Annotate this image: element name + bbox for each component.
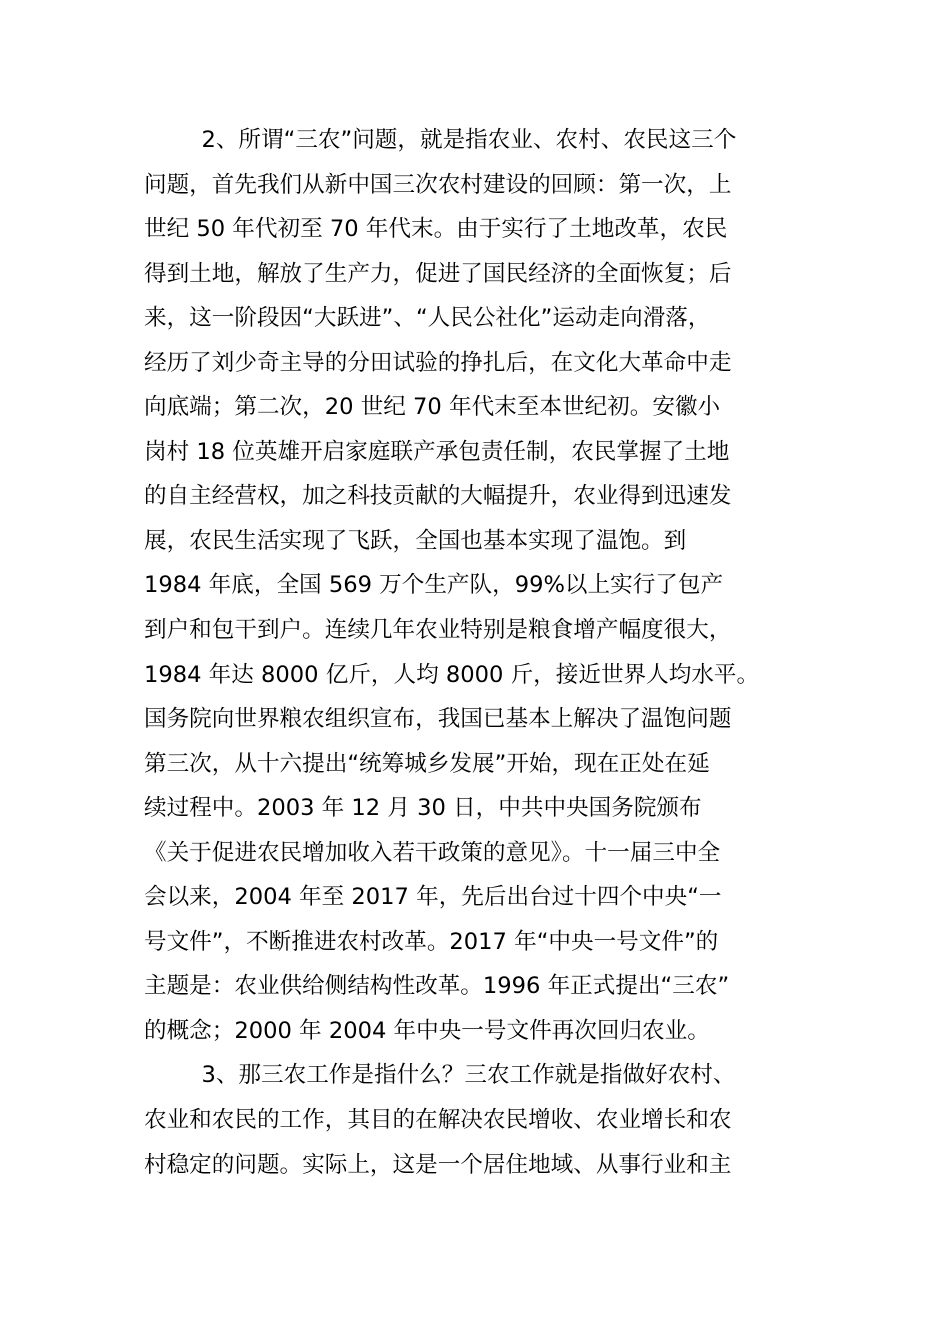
text-line: 问题，首先我们从新中国三次农村建设的回顾：第一次，上 xyxy=(144,171,732,198)
text-line: 主题是：农业供给侧结构性改革。1996 年正式提出“三农” xyxy=(144,973,730,1000)
text-line: 的自主经营权，加之科技贡献的大幅提升，农业得到迅速发 xyxy=(144,483,732,510)
text-line: 第三次，从十六提出“统筹城乡发展”开始，现在正处在延 xyxy=(144,750,710,777)
text-line: 村稳定的问题。实际上，这是一个居住地域、从事行业和主 xyxy=(144,1151,732,1178)
text-line: 向底端；第二次，20 世纪 70 年代末至本世纪初。安徽小 xyxy=(144,394,721,421)
text-line: 农业和农民的工作，其目的在解决农民增收、农业增长和农 xyxy=(144,1107,732,1134)
text-line: 会以来，2004 年至 2017 年，先后出台过十四个中央“一 xyxy=(144,884,722,911)
text-line: 的概念；2000 年 2004 年中央一号文件再次回归农业。 xyxy=(144,1017,710,1044)
text-line: 续过程中。2003 年 12 月 30 日，中共中央国务院颁布 xyxy=(144,795,702,822)
body-text xyxy=(144,118,824,1187)
text-line: 来，这一阶段因“大跃进”、“人民公社化”运动走向滑落， xyxy=(144,305,711,332)
text-line: 经历了刘少奇主导的分田试验的挣扎后，在文化大革命中走 xyxy=(144,349,732,376)
text-line: 到户和包干到户。连续几年农业特别是粮食增产幅度很大， xyxy=(144,617,732,644)
text-line: 2、所谓“三农”问题，就是指农业、农村、农民这三个 xyxy=(144,127,737,153)
text-line: 国务院向世界粮农组织宣布，我国已基本上解决了温饱问题 xyxy=(144,706,732,733)
text-line: 世纪 50 年代初至 70 年代末。由于实行了土地改革，农民 xyxy=(144,216,728,243)
text-line: 得到土地，解放了生产力，促进了国民经济的全面恢复；后 xyxy=(144,260,732,287)
text-line: 号文件”，不断推进农村改革。2017 年“中央一号文件”的 xyxy=(144,928,719,955)
text-line: 3、那三农工作是指什么？三农工作就是指做好农村、 xyxy=(144,1062,736,1089)
text-line: 1984 年底，全国 569 万个生产队，99%以上实行了包产 xyxy=(144,572,724,599)
text-line: 岗村 18 位英雄开启家庭联产承包责任制，农民掌握了土地 xyxy=(144,438,730,465)
text-line: 1984 年达 8000 亿斤，人均 8000 斤，接近世界人均水平。 xyxy=(144,661,760,688)
text-line: 《关于促进农民增加收入若干政策的意见》。十一届三中全 xyxy=(144,839,721,866)
text-line: 展，农民生活实现了飞跃，全国也基本实现了温饱。到 xyxy=(144,527,687,554)
